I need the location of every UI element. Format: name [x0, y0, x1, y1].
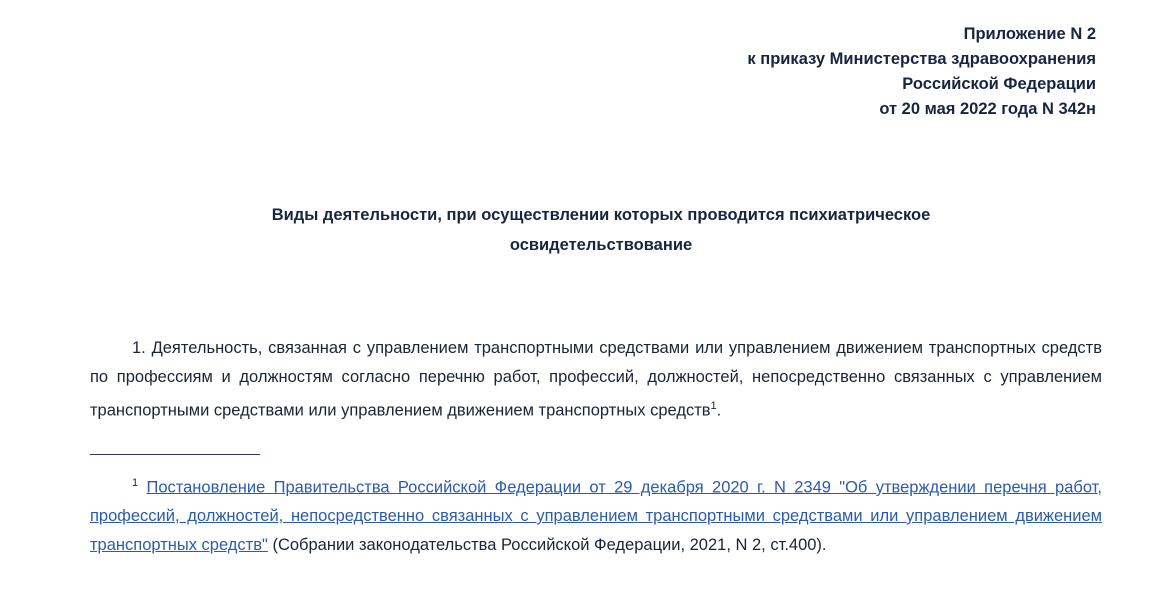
- header-line-1: Приложение N 2: [963, 25, 1096, 43]
- footnote-divider: [90, 454, 260, 455]
- footnote-marker: 1: [132, 476, 139, 489]
- page-title: Виды деятельности, при осуществлении которых проводится психиатрическое освидетельствование: [271, 206, 931, 254]
- header-line-3: Российской Федерации: [902, 75, 1096, 93]
- paragraph-end: .: [716, 401, 722, 420]
- paragraph-text: Деятельность, связанная с управлением транспортными средствами или управлением движением транспортных средств по профессиям и должностям согласно перечню работ, профессий, должностей, непосредственно связанных с управлением транспортными средствами или управлением движением транспортных средств: [90, 339, 1102, 420]
- paragraph-1: [90, 334, 1102, 426]
- header-line-4: от 20 мая 2022 года N 342н: [879, 100, 1096, 118]
- footnote-tail: (Собрании законодательства Российской Федерации, 2021, N 2, ст.400).: [267, 536, 827, 554]
- document-header: [90, 22, 1096, 122]
- footnote-reference[interactable]: 1: [710, 400, 717, 412]
- footnote-link[interactable]: Постановление Правительства Российской Федерации от 29 декабря 2020 г. N 2349 "Об утверждении перечня работ, профессий, должностей, непосредственно связанных с управлением транспортными средствами или управлением движением транспортных средств": [90, 478, 1102, 554]
- footnote-1: [90, 469, 1102, 561]
- paragraph-number: 1.: [132, 339, 146, 357]
- header-line-2: к приказу Министерства здравоохранения: [747, 50, 1096, 68]
